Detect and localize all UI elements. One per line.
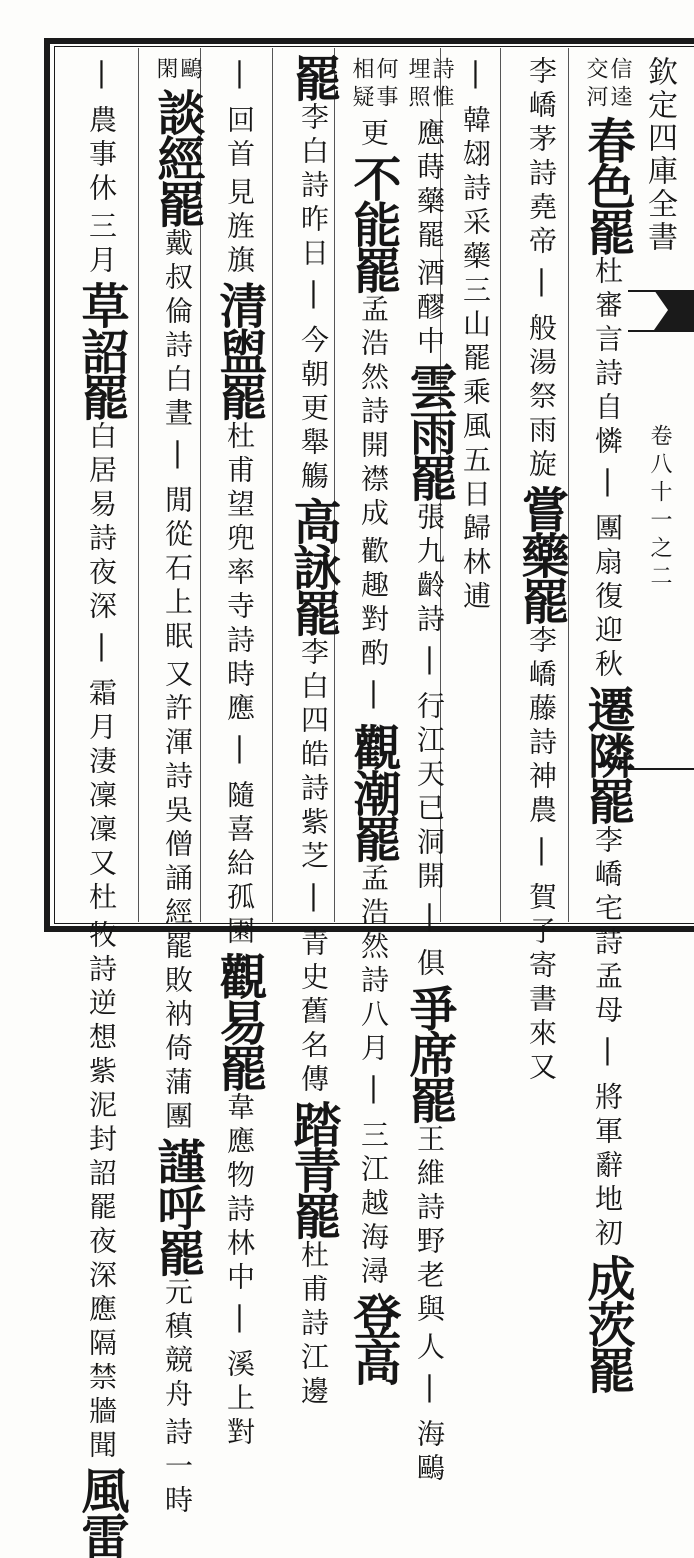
entry-heading: 爭席罷 [401, 984, 457, 1122]
text-column [576, 54, 638, 1392]
entry-heading: 雲雨罷 [401, 362, 457, 500]
body-text: 孟浩然詩八月 [357, 863, 390, 1067]
annotation-left: 閑 [153, 57, 178, 85]
body-text: 霜月淒凜凜又杜 [85, 678, 118, 916]
body-text: 杜甫詩江邊 [297, 1240, 330, 1410]
body-text: 王維詩野老與 [413, 1124, 446, 1328]
body-text: 般湯祭雨旋 [525, 313, 558, 483]
annotation-left: 相疑 [349, 57, 374, 113]
body-text: 人 [413, 1332, 446, 1366]
text-column [282, 54, 344, 1410]
repeat-mark: | [223, 731, 256, 776]
repeat-mark: | [161, 436, 194, 481]
body-text: 青史舊名傳 [297, 928, 330, 1098]
entry-heading: 春色罷 [579, 116, 635, 254]
body-text: 李嶠茅詩堯帝 [525, 56, 558, 260]
body-text: 牧詩逆想紫泥封詔罷夜深應隔禁牆聞 [85, 920, 118, 1464]
repeat-mark: | [525, 264, 558, 309]
body-text: 溪上對 [223, 1349, 256, 1451]
entry-heading: 觀易罷 [211, 952, 267, 1090]
text-column [510, 54, 572, 1086]
repeat-mark: | [413, 642, 446, 687]
body-text: 見旌旗 [223, 177, 256, 279]
body-text: 閒從石上眠 [161, 485, 194, 655]
body-text: 三月 [85, 211, 118, 279]
repeat-mark: | [85, 56, 118, 101]
body-text: 回首 [223, 105, 256, 173]
repeat-mark: | [591, 464, 624, 509]
body-text: 應蒔藥罷 [413, 118, 446, 254]
body-text: 今朝更舉觴 [297, 325, 330, 495]
annotation-right: 詩惟 [429, 57, 454, 113]
body-text: 三江越海潯 [357, 1120, 390, 1290]
entry-heading: 遷隣罷 [579, 685, 635, 823]
annotation-right: 信逵 [607, 57, 632, 113]
annotation-left: 埋照 [405, 57, 430, 113]
entry-heading: 觀潮罷 [345, 723, 401, 861]
annotation-right: 何事 [373, 57, 398, 113]
text-column [342, 54, 404, 1384]
body-text: 隨喜給孤園 [223, 780, 256, 950]
entry-heading: 草詔罷 [73, 281, 129, 419]
body-text: 酒醪中 [413, 258, 446, 360]
annotation-pair [406, 57, 452, 113]
repeat-mark: | [223, 1300, 256, 1345]
text-column [70, 54, 132, 1558]
body-text: 將軍辭地初 [591, 1082, 624, 1252]
body-text: 賀子寄書來又 [525, 882, 558, 1086]
annotation-pair [154, 57, 200, 85]
column-rule [272, 48, 273, 922]
book-title: 欽定四庫全書 [642, 56, 677, 254]
annotation-pair [584, 57, 630, 113]
repeat-mark: | [85, 629, 118, 674]
repeat-mark: | [413, 899, 446, 944]
body-text: 詩一時 [161, 1417, 194, 1519]
entry-heading: 嘗藥罷 [513, 485, 569, 623]
body-text: 又許渾詩吳僧誦經罷敗衲倚蒲團 [161, 659, 194, 1135]
repeat-mark: | [459, 56, 492, 101]
body-text: 張九齡詩 [413, 502, 446, 638]
entry-heading: 成茨罷 [579, 1254, 635, 1392]
repeat-mark: | [223, 56, 256, 101]
body-text: 李白四皓詩紫芝 [297, 637, 330, 875]
body-text: 白居易詩夜深 [85, 421, 118, 625]
entry-heading: 踏青罷 [285, 1100, 341, 1238]
body-text: 歡趣對酌 [357, 536, 390, 672]
text-column [146, 54, 208, 1519]
repeat-mark: | [297, 276, 330, 321]
body-text: 行江天已洞開 [413, 691, 446, 895]
body-text: 俱 [413, 948, 446, 982]
repeat-mark: | [357, 676, 390, 721]
body-text: 韓翃詩采藥三山罷乘風五日歸林逋 [459, 105, 492, 615]
column-rule [138, 48, 139, 922]
entry-heading: 謹呼罷 [149, 1137, 205, 1275]
repeat-mark: | [525, 833, 558, 878]
body-text: 海鷗 [413, 1419, 446, 1487]
body-text: 元稹競舟 [161, 1277, 194, 1413]
book-margin [636, 56, 682, 916]
entry-heading: 高詠罷 [285, 497, 341, 635]
body-text: 杜甫望兜率寺詩時應 [223, 421, 256, 727]
body-text: 李嶠宅詩孟母 [591, 825, 624, 1029]
body-text: 杜審言詩自憐 [591, 256, 624, 460]
body-text: 李嶠藤詩神農 [525, 625, 558, 829]
body-text: 孟浩然詩開襟成 [357, 294, 390, 532]
body-text: 團扇復迎秋 [591, 513, 624, 683]
repeat-mark: | [357, 1071, 390, 1116]
annotation-left: 交河 [583, 57, 608, 113]
entry-heading: 罷 [285, 54, 341, 100]
annotation-pair [350, 57, 396, 113]
body-text: 李白詩昨日 [297, 102, 330, 272]
repeat-mark: | [297, 879, 330, 924]
body-text: 更 [357, 118, 390, 152]
entry-heading: 清盥罷 [211, 281, 267, 419]
repeat-mark: | [413, 1370, 446, 1415]
body-text: 戴叔倫詩白晝 [161, 228, 194, 432]
entry-heading: 風雷 [73, 1466, 129, 1558]
repeat-mark: | [591, 1033, 624, 1078]
text-column [398, 54, 460, 1487]
body-text: 農事休 [85, 105, 118, 207]
entry-heading: 不能罷 [345, 154, 401, 292]
entry-heading: 談經罷 [149, 88, 205, 226]
volume-number: 卷八十一之二 [647, 424, 672, 592]
text-column [208, 54, 270, 1451]
entry-heading: 登高 [345, 1292, 401, 1384]
annotation-right: 鷗 [177, 57, 202, 85]
body-text: 韋應物詩林中 [223, 1092, 256, 1296]
